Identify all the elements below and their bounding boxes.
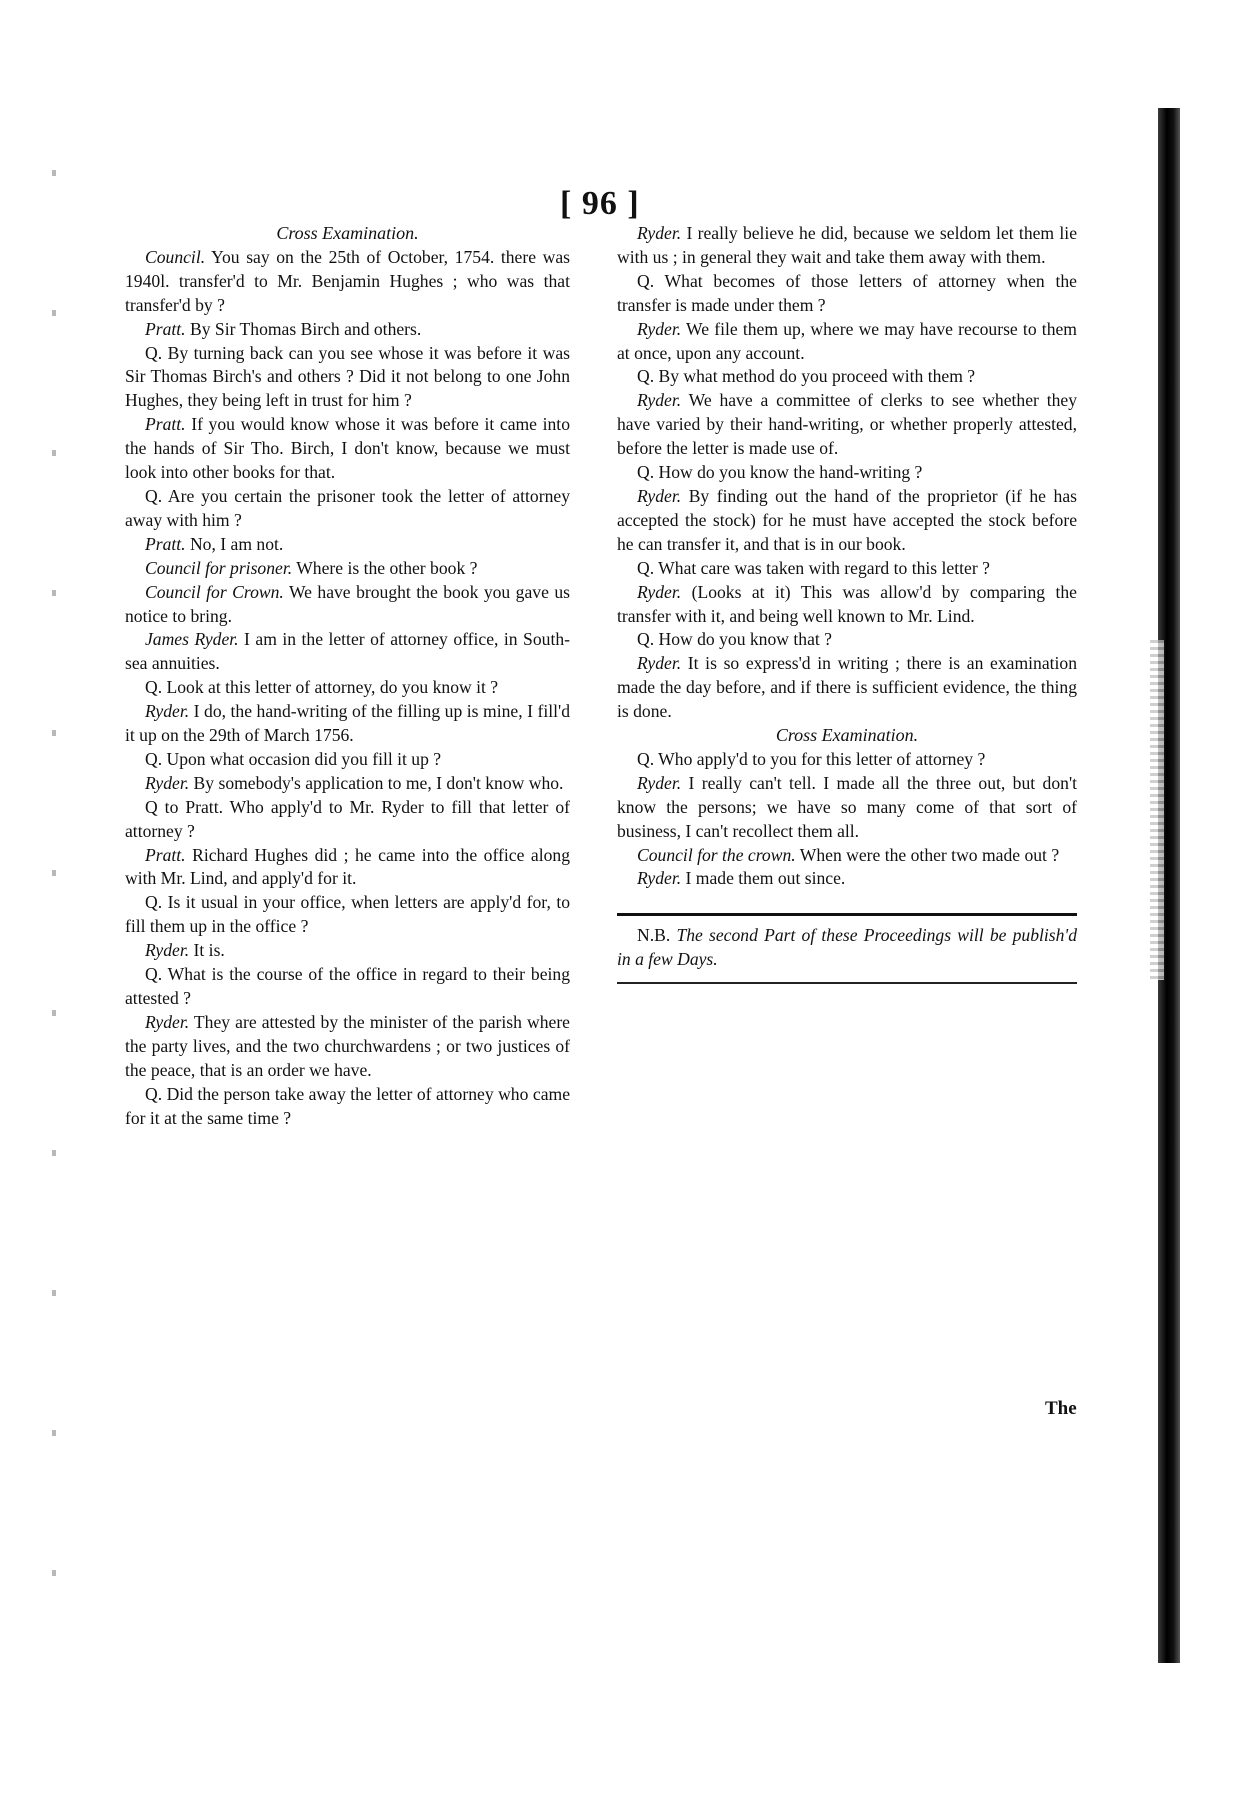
paragraph-text: We file them up, where we may have recourse to them at once, upon any account. [617,318,1077,363]
paragraph [125,413,570,485]
paragraph [125,748,570,772]
speaker-label: Pratt. [145,844,186,865]
divider-rule [617,913,1077,916]
section-heading: Cross Examination. [276,223,419,243]
paragraph-text: I do, the hand-writing of the filling up is mine, I fill'd it up on the 29th of March 1756. [125,701,570,746]
paragraph [125,628,570,676]
section-heading-right: Cross Examination. [775,725,919,746]
speaker-label: Ryder. [637,581,682,602]
paragraph [617,628,1077,652]
nota-bene [617,924,1077,972]
speaker-label: Ryder. [637,772,682,793]
paragraph-text: We have brought the book you gave us notice to bring. [125,581,570,626]
paragraph-text: Q. How do you know that ? [637,629,832,650]
speaker-label: Council for the crown. [637,844,796,865]
paragraph [125,557,570,581]
speaker-label: Pratt. [145,533,186,554]
paragraph-text: No, I am not. [185,533,284,554]
divider-rule-bottom [617,982,1077,984]
paragraph [125,581,570,629]
paragraph-text: I am in the letter of attorney office, in South-sea annuities. [125,629,570,674]
right-column [617,222,1077,984]
scan-edge-noise [1150,640,1164,980]
paragraph [125,891,570,939]
speaker-label: Ryder. [637,868,682,889]
paragraph [125,772,570,796]
paragraph [617,318,1077,366]
paragraph [617,581,1077,629]
paragraph [125,844,570,892]
paragraph [125,318,570,342]
speaker-label: Council for prisoner. [145,557,293,578]
page-number: [ 96 ] [560,185,640,222]
paragraph [125,533,570,557]
paragraph-text: Richard Hughes did ; he came into the office along with Mr. Lind, and apply'd for it. [125,844,570,889]
paragraph [617,557,1077,581]
speaker-label: Ryder. [637,318,682,339]
paragraph [125,963,570,1011]
paragraph [617,389,1077,461]
paragraph [125,342,570,414]
paragraph-text: (Looks at it) This was allow'd by comparing the transfer with it, and being well known to Mr. Lind. [617,581,1077,626]
paragraph [617,844,1077,868]
paragraph [617,461,1077,485]
speaker-label: Ryder. [637,485,682,506]
speaker-label: Ryder. [637,653,682,674]
paragraph [125,1011,570,1083]
speaker-label: Council for Crown. [145,581,284,602]
paragraph-text: I really believe he did, because we seldom let them lie with us ; in general they wait and take them away with them. [617,223,1077,267]
speaker-label: Pratt. [145,318,186,339]
paragraph [617,270,1077,318]
speaker-label: Ryder. [637,390,682,411]
paragraph-text: It is so express'd in writing ; there is an examination made the day before, and if there is sufficient evidence, the thing is done. [617,653,1077,722]
paragraph-text: Q. Did the person take away the letter of attorney who came for it at the same time ? [125,1083,570,1128]
paragraph-text: It is. [189,940,225,961]
speaker-label: Ryder. [145,940,190,961]
paragraph [125,700,570,748]
scan-edge-marks [52,110,56,1670]
speaker-label: Ryder. [637,223,682,243]
paragraph-text: When were the other two made out ? [795,844,1060,865]
paragraph-text: Q. What becomes of those letters of attorney when the transfer is made under them ? [617,270,1077,315]
paragraph [617,485,1077,557]
paragraph-text: I really can't tell. I made all the three out, but don't know the persons; we have so many come of that sort of business, I can't recollect them all. [617,772,1077,841]
paragraph-text: Q. How do you know the hand-writing ? [637,462,923,483]
paragraph [617,867,1077,891]
paragraph [125,939,570,963]
paragraph-text: They are attested by the minister of the parish where the party lives, and the two churchwardens ; or two justices of the peace, that is an order we have. [125,1011,570,1080]
left-column [125,222,570,1130]
paragraph [617,748,1077,772]
paragraph-text: Q to Pratt. Who apply'd to Mr. Ryder to fill that letter of attorney ? [125,796,570,841]
paragraph-text: Q. What care was taken with regard to this letter ? [637,557,990,578]
left-paragraphs [125,246,570,1131]
catchword: The [1045,1398,1077,1419]
paragraph [617,365,1077,389]
paragraph-text: Q. What is the course of the office in regard to their being attested ? [125,964,570,1008]
right-paragraphs-bottom [617,748,1077,891]
paragraph-text: You say on the 25th of October, 1754. there was 1940l. transfer'd to Mr. Benjamin Hughes ; who was that transfer'd by ? [125,246,570,315]
paragraph [125,796,570,844]
paragraph [125,1083,570,1131]
speaker-label: James Ryder. [145,629,239,650]
paragraph-text: Q. Look at this letter of attorney, do you know it ? [145,677,499,698]
nb-label: N.B. [637,925,671,946]
paragraph-text: If you would know whose it was before it came into the hands of Sir Tho. Birch, I don't know, because we must look into other books for that. [125,414,570,483]
paragraph [125,246,570,318]
paragraph [125,485,570,533]
paragraph-text: We have a committee of clerks to see whether they have varied by their hand-writing, or whether properly attested, before the letter is made use of. [617,390,1077,459]
paragraph-text: Q. Is it usual in your office, when letters are apply'd for, to fill them up in the office ? [125,892,570,937]
paragraph [617,222,1077,270]
paragraph [617,652,1077,724]
paragraph-text: Q. Who apply'd to you for this letter of attorney ? [637,748,986,769]
paragraph-text: By somebody's application to me, I don't know who. [189,772,564,793]
paragraph-text: Q. By what method do you proceed with them ? [637,366,976,387]
paragraph-text: I made them out since. [681,868,846,889]
speaker-label: Council. [145,246,206,267]
paragraph [125,676,570,700]
right-paragraphs-top [617,222,1077,724]
paragraph-text: Where is the other book ? [292,557,478,578]
paragraph-text: Q. Upon what occasion did you fill it up ? [145,748,442,769]
paragraph-text: By Sir Thomas Birch and others. [185,318,422,339]
nb-text: The second Part of these Proceedings will be publish'd in a few Days. [617,925,1077,970]
paragraph [617,772,1077,844]
speaker-label: Ryder. [145,772,190,793]
speaker-label: Pratt. [145,414,186,435]
paragraph-text: By finding out the hand of the proprietor (if he has accepted the stock) for he must have accepted the stock before he can transfer it, and that is in our book. [617,485,1077,554]
paragraph-text: Q. Are you certain the prisoner took the letter of attorney away with him ? [125,485,570,530]
paragraph-text: Q. By turning back can you see whose it was before it was Sir Thomas Birch's and others ? Did it not belong to one John Hughes, they being left in trust for him ? [125,342,570,411]
speaker-label: Ryder. [145,1011,190,1032]
speaker-label: Ryder. [145,701,190,722]
